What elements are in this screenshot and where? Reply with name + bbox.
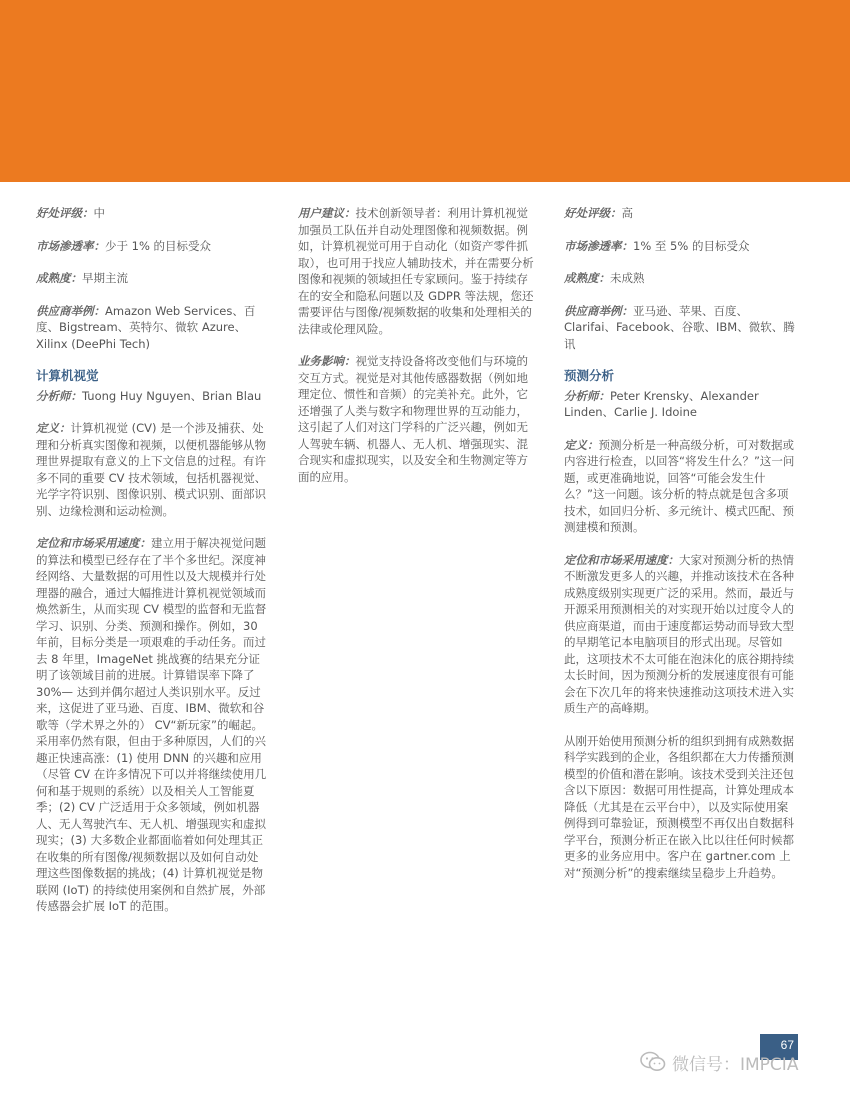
user-advice: 用户建议：技术创新领导者：利用计算机视觉加强员工队伍并自动处理图像和视频数据。例如，计算机视觉可用于自动化（如资产零件抓取），也可用于找应人辅助技术，并在需要分析图像和视频的领域担任专家顾问。鉴于持续存在的安全和隐私问题以及 GDPR 等法规，您还需要评估与图像/视频数据的收集和处理相关的法律或伦理风险。 (298, 206, 534, 336)
column-left (36, 205, 268, 931)
section-title-predictive-analytics: 预测分析 (564, 368, 615, 383)
position-adoption: 定位和市场采用速度：建立用于解决视觉问题的算法和模型已经存在了半个多世纪。深度神经网络、大量数据的可用性以及大规模并行处理器的融合，通过大幅推进计算机视觉领域而焕然新生，从而实现 CV 模型的监督和无监督学习、识别、分类、预测和操作。例如，30 年前，目标分类是一项艰难的手动任务。而过去 8 年里，ImageNet 挑战赛的结果充分证明了该领域目前的进展。计算错误率下降了 30%— 达到并偶尔超过人类识别水平。反过来，这促进了亚马逊、百度、IBM、微软和谷歌等（学术界之外的） CV“新玩家”的崛起。采用率仍然有限，但由于多种原因，人们的兴趣正快速高涨：(1) 使用 DNN 的兴趣和应用（尽管 CV 在许多情况下可以并将继续使用几何和基于规则的系统）以及相关人工智能夏季；(2) CV 广泛适用于众多领域，例如机器人、无人驾驶汽车、无人机、增强现实和虚拟现实；(3) 大多数企业都面临着如何处理其正在收集的所有图像/视频数据以及如何自动处理这些图像数据的挑战；(4) 计算机视觉是物联网 (IoT) 的持续使用案例和自然扩展，外部传感器会扩展 IoT 的范围。 (36, 536, 267, 913)
maturity: 成熟度：未成熟 (564, 271, 645, 285)
sample-vendors: 供应商举例：Amazon Web Services、百度、Bigstream、英特尔、微软 Azure、Xilinx (DeePhi Tech) (36, 303, 256, 351)
column-right (564, 205, 798, 897)
wechat-icon (640, 1051, 666, 1073)
benefit-rating: 好处评级：高 (564, 206, 633, 220)
watermark (640, 1048, 798, 1076)
business-impact: 业务影响：视觉支持设备将改变他们与环境的交互方式。视觉是对其他传感器数据（例如地理定位、惯性和音频）的完美补充。此外，它还增强了人类与数字和物理世界的互动能力，这引起了人们对这门学科的广泛兴趣，例如无人驾驶车辆、机器人、无人机、增强现实、混合现实和虚拟现实，以及安全和生物测定等方面的应用。 (298, 354, 528, 484)
position-adoption: 定位和市场采用速度：大家对预测分析的热情不断激发更多人的兴趣，并推动该技术在各种成熟度级别实现更广泛的采用。然而，最近与开源采用预测相关的对实现开始以过度令人的供应商渠道，而由于速度都运势动而导致大型的早期笔记本电脑项目的形式出现。尽管如此，这项技术不太可能在泡沫化的底谷期持续太长时间，因为预测分析的发展速度很有可能会在下次几年的将来快速推动这项技术进入实质生产的高峰期。 (564, 552, 794, 715)
maturity: 成熟度：早期主流 (36, 271, 128, 285)
market-penetration: 市场渗透率：少于 1% 的目标受众 (36, 238, 212, 253)
definition: 定义：计算机视觉 (CV) 是一个涉及捕获、处理和分析真实图像和视频，以便机器能够从物理世界提取有意义的上下文信息的过程。有许多不同的重要 CV 技术领域，包括机器视觉、光学字符识别、图像识别、模式识别、面部识别、边缘检测和运动检测。 (36, 421, 267, 518)
definition: 定义：预测分析是一种高级分析，可对数据或内容进行检查，以回答“将发生什么？”这一问题，或更准确地说，回答“可能会发生什么？”这一问题。该分析的特点就是包含多项技术，如回归分析、多元统计、模式匹配、预测建模和预测。 (564, 437, 795, 534)
market-penetration: 市场渗透率：1% 至 5% 的目标受众 (564, 238, 750, 253)
column-middle (298, 205, 536, 501)
analysts: 分析师：Tuong Huy Nguyen、Brian Blau (36, 388, 262, 403)
section-title-computer-vision: 计算机视觉 (36, 368, 99, 383)
analysts: 分析师：Peter Krensky、Alexander Linden、Carlie J. Idoine (564, 388, 759, 419)
body-paragraph: 从刚开始使用预测分析的组织到拥有成熟数据科学实践到的企业，各组织都在大力传播预测模型的价值和潜在影响。该技术受到关注还包含以下原因：数据可用性提高，计算处理成本降低（尤其是在云平台中），以及实际使用案例得到可靠验证，预测模型不再仅出自数据科学平台，预测分析正在嵌入比以往任何时候都更多的业务应用中。客户在 gartner.com 上对“预测分析”的搜索继续呈稳步上升趋势。 (564, 733, 794, 880)
benefit-rating: 好处评级：中 (36, 206, 105, 220)
page-number: 67 (760, 1034, 798, 1060)
sample-vendors: 供应商举例：亚马逊、苹果、百度、Clarifai、Facebook、谷歌、IBM、微软、腾讯 (564, 303, 795, 351)
watermark-text: 微信号：IMPCIA (672, 1054, 799, 1075)
header-banner (0, 0, 850, 182)
